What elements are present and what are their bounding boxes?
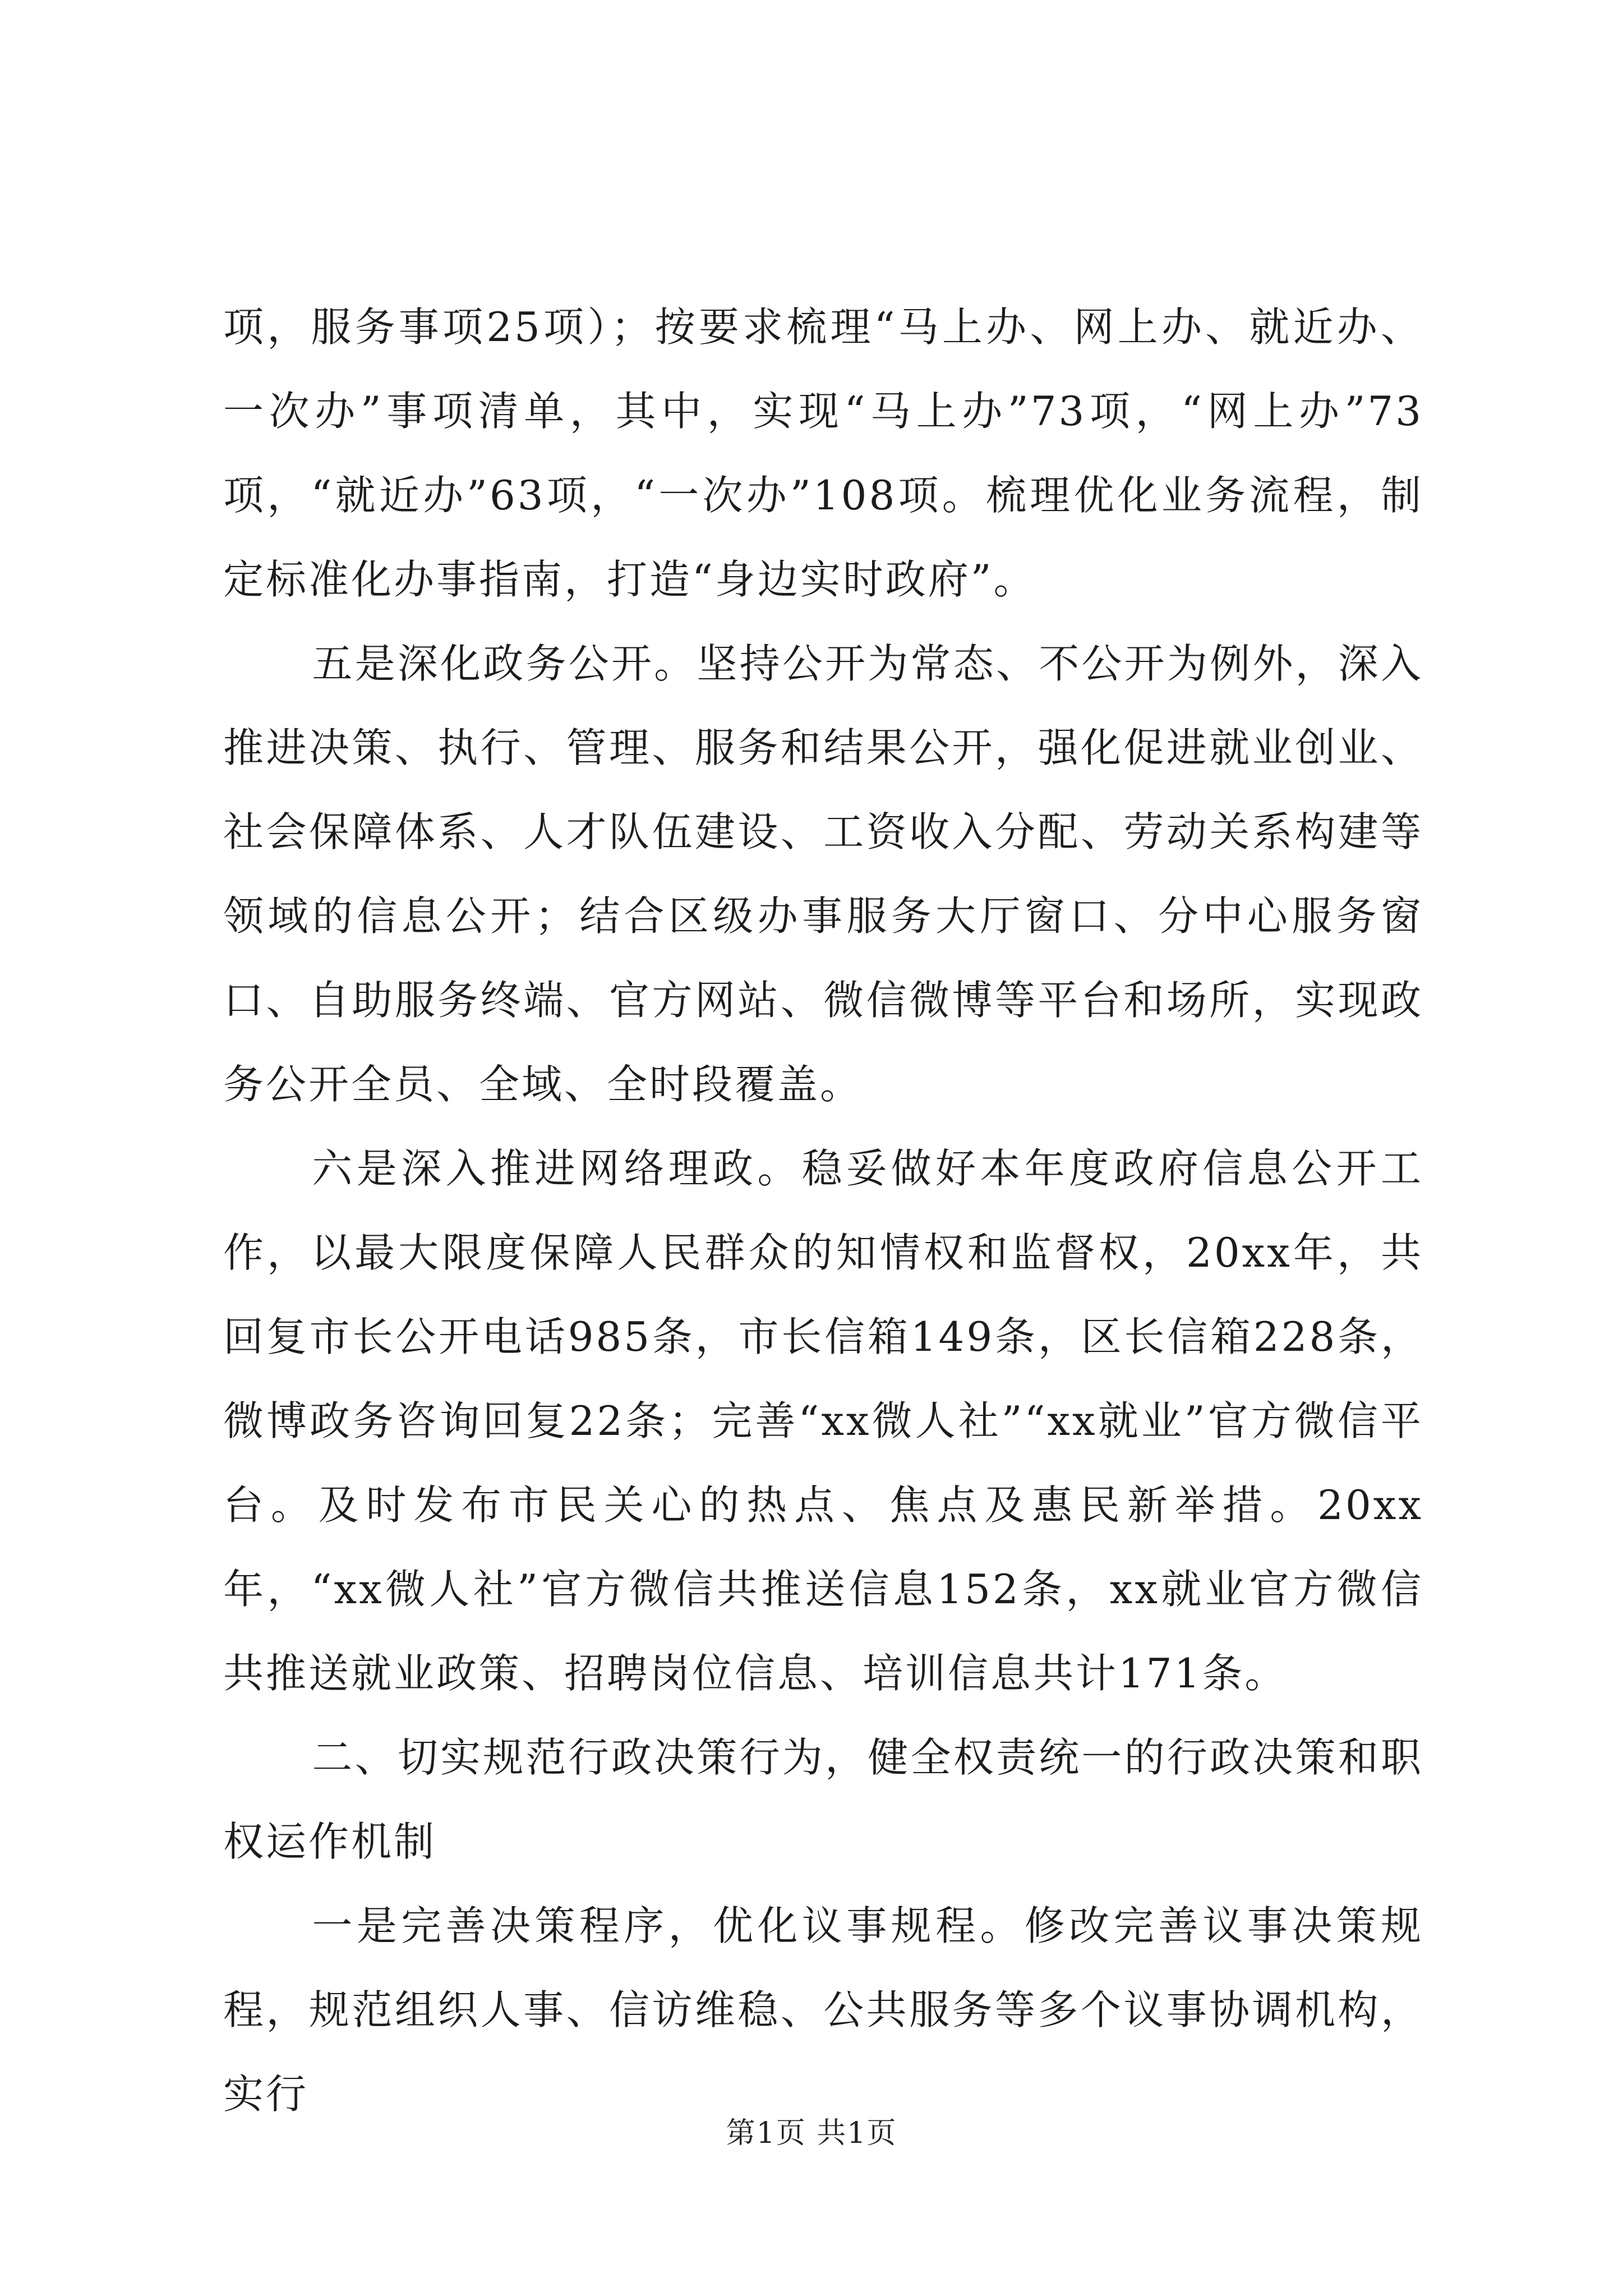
paragraph-2: 五是深化政务公开。坚持公开为常态、不公开为例外，深入推进决策、执行、管理、服务和结果公开，强化促进就业创业、社会保障体系、人才队伍建设、工资收入分配、劳动关系构建等领域的信息公开；结合区级办事服务大厅窗口、分中心服务窗口、自助服务终端、官方网站、微信微博等平台和场所，实现政务公开全员、全域、全时段覆盖。 bbox=[223, 640, 1423, 1108]
paragraph-1: 项，服务事项25项）；按要求梳理“马上办、网上办、就近办、一次办”事项清单，其中，实现“马上办”73项，“网上办”73项，“就近办”63项，“一次办”108项。梳理优化业务流程，制定标准化办事指南，打造“身边实时政府”。 bbox=[223, 303, 1423, 603]
paragraph-3: 六是深入推进网络理政。稳妥做好本年度政府信息公开工作，以最大限度保障人民群众的知情权和监督权，20xx年，共回复市长公开电话985条，市长信箱149条，区长信箱228条，微博政务咨询回复22条；完善“xx微人社”“xx就业”官方微信平台。及时发布市民关心的热点、焦点及惠民新举措。20xx年，“xx微人社”官方微信共推送信息152条，xx就业官方微信共推送就业政策、招聘岗位信息、培训信息共计171条。 bbox=[223, 1145, 1423, 1697]
page-footer: 第1页 共1页 bbox=[726, 2116, 897, 2150]
document-body bbox=[223, 285, 1423, 2136]
paragraph-4: 一是完善决策程序，优化议事规程。修改完善议事决策规程，规范组织人事、信访维稳、公共服务等多个议事协调机构，实行 bbox=[223, 1902, 1423, 2118]
section-heading: 二、切实规范行政决策行为，健全权责统一的行政决策和职权运作机制 bbox=[223, 1734, 1423, 1865]
